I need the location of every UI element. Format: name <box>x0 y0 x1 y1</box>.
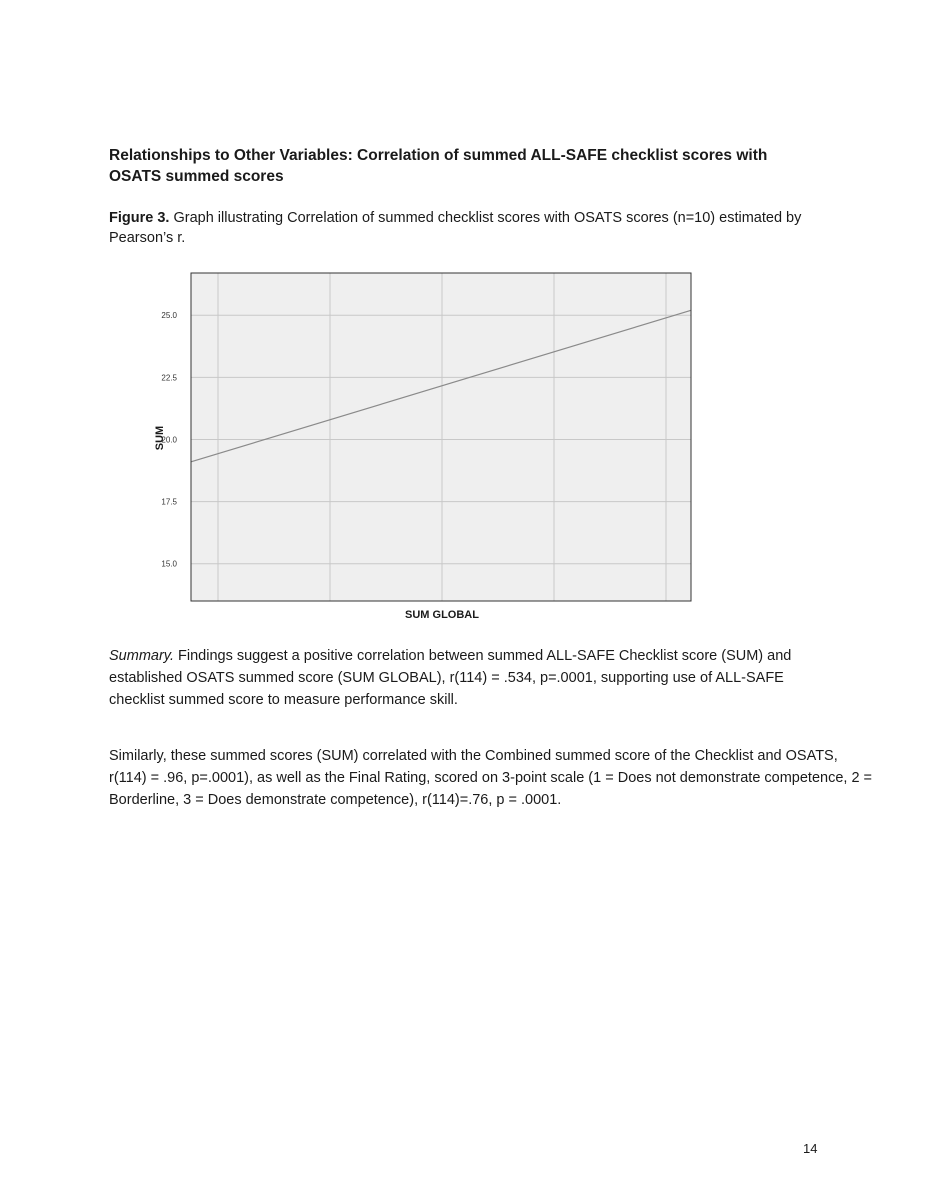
x-axis-label: SUM GLOBAL <box>405 609 479 621</box>
summary-paragraph <box>109 645 829 711</box>
y-tick-label: 20.0 <box>161 435 177 445</box>
y-tick-label: 15.0 <box>161 559 177 569</box>
figure-caption-text: Graph illustrating Correlation of summed checklist scores with OSATS scores (n=10) estimated by Pearson’s r. <box>109 210 802 246</box>
body-paragraph: Similarly, these summed scores (SUM) correlated with the Combined summed score of the Checklist and OSATS, r(114) = .96, p=.0001), as well as the Final Rating, scored on 3-point scale (1 = Does not demonstrate competence, 2 = Borderline, 3 = Does demonstrate competence), r(114)=.76, p = .0001. <box>109 748 873 808</box>
summary-label: Summary. <box>109 648 174 664</box>
y-tick-label: 22.5 <box>161 373 177 383</box>
y-tick-label: 25.0 <box>161 311 177 321</box>
section-title: Relationships to Other Variables: Correlation of summed ALL-SAFE checklist scores with OSATS summed scores <box>109 147 768 185</box>
summary-text: Findings suggest a positive correlation between summed ALL-SAFE Checklist score (SUM) and established OSATS summed score (SUM GLOBAL), r(114) = .534, p=.0001, supporting use of ALL-SAFE checklist summed score to measure performance skill. <box>109 648 792 708</box>
plot-background <box>191 273 691 601</box>
correlation-chart <box>140 265 700 625</box>
y-tick-label: 17.5 <box>161 497 177 507</box>
y-axis-label: SUM <box>154 425 166 451</box>
figure-label: Figure 3. <box>109 210 170 226</box>
figure-caption <box>109 208 829 248</box>
page-number: 14 <box>803 1141 818 1156</box>
